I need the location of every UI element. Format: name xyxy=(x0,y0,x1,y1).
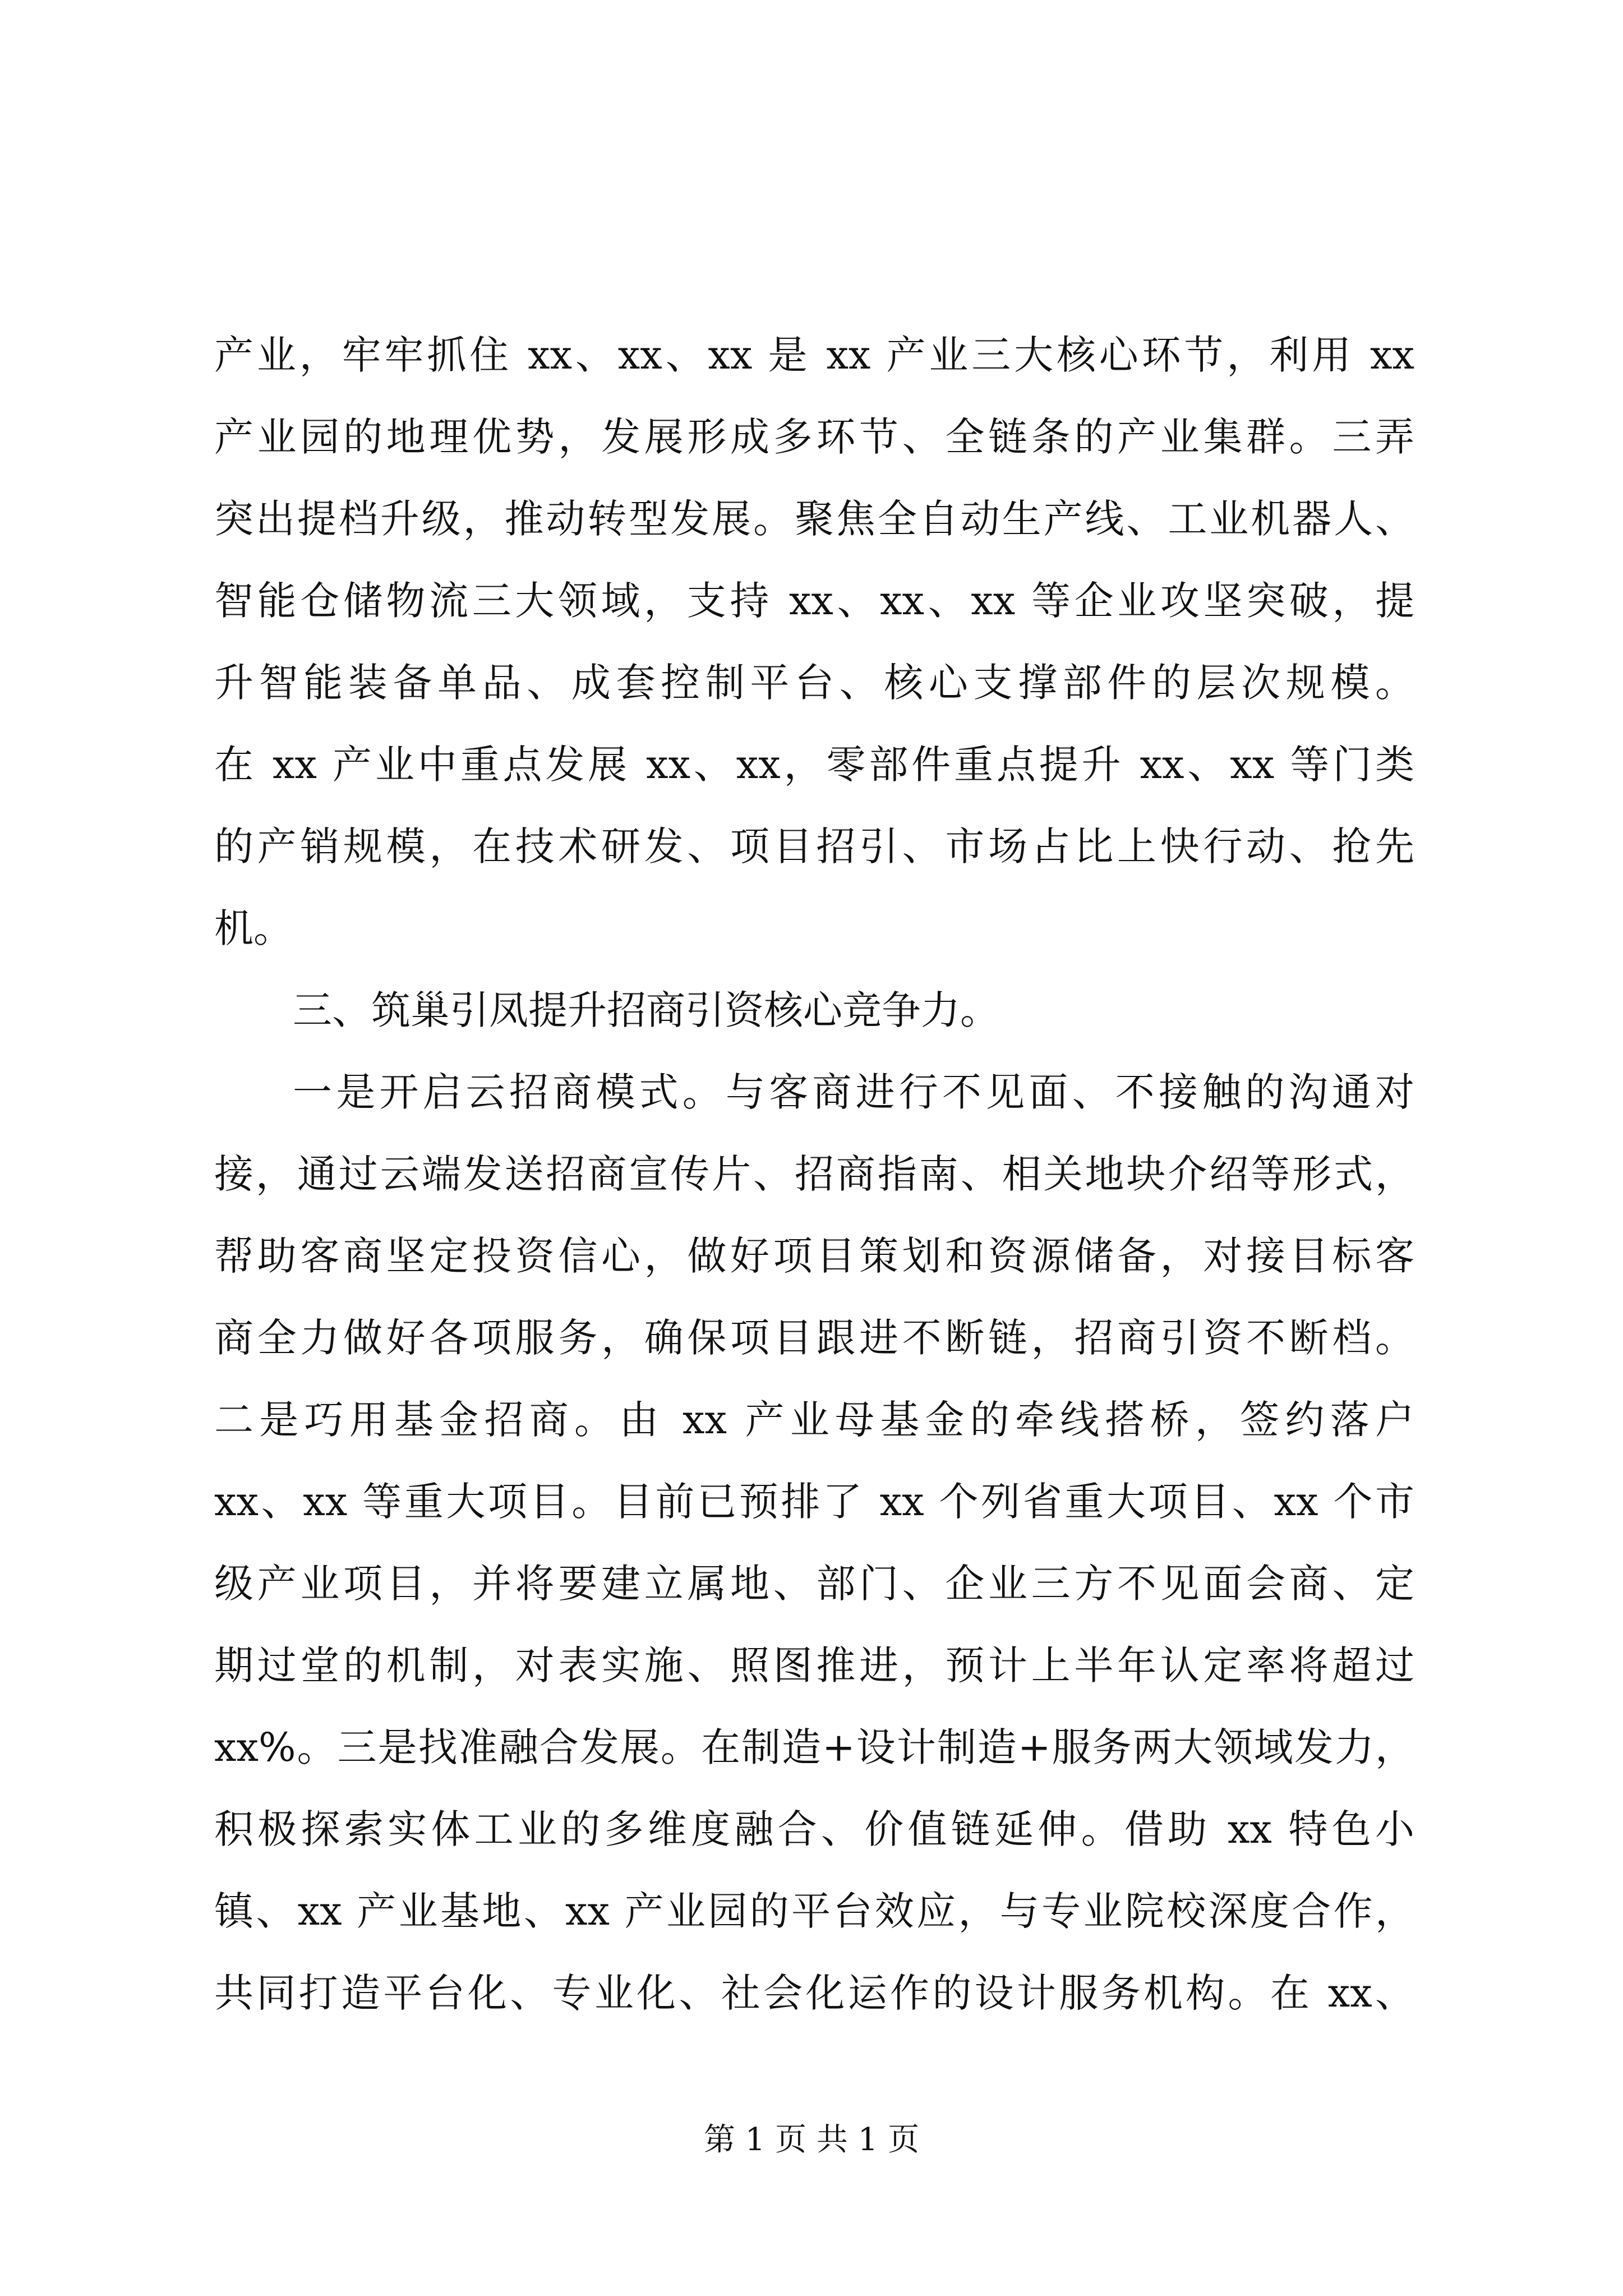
paragraph-first-line: 一是开启云招商模式。与客商进行不见面、不接触的沟通对 xyxy=(293,1069,1414,1115)
text-line: 产业，牢牢抓住 xx、xx、xx 是 xx 产业三大核心环节，利用 xx xyxy=(214,332,1414,378)
text-line: xx%。三是找准融合发展。在制造+设计制造+服务两大领域发力， xyxy=(214,1724,1414,1770)
text-line: 期过堂的机制，对表实施、照图推进，预计上半年认定率将超过 xyxy=(214,1642,1414,1688)
page-footer xyxy=(0,2120,1623,2160)
text-line: 商全力做好各项服务，确保项目跟进不断链，招商引资不断档。 xyxy=(214,1315,1414,1361)
text-line: 的产销规模，在技术研发、项目招引、市场占比上快行动、抢先 xyxy=(214,823,1414,869)
body-text xyxy=(214,314,1414,2034)
text-line: 接，通过云端发送招商宣传片、招商指南、相关地块介绍等形式， xyxy=(214,1151,1414,1197)
page-number-label: 第 1 页 共 1 页 xyxy=(703,2122,920,2158)
text-line: 在 xx 产业中重点发展 xx、xx，零部件重点提升 xx、xx 等门类 xyxy=(214,742,1414,788)
text-line: 升智能装备单品、成套控制平台、核心支撑部件的层次规模。 xyxy=(214,660,1414,706)
section-heading: 三、筑巢引凤提升招商引资核心竞争力。 xyxy=(293,987,999,1033)
text-line: 突出提档升级，推动转型发展。聚焦全自动生产线、工业机器人、 xyxy=(214,496,1414,542)
text-line: 智能仓储物流三大领域，支持 xx、xx、xx 等企业攻坚突破，提 xyxy=(214,578,1414,624)
text-line: 共同打造平台化、专业化、社会化运作的设计服务机构。在 xx、 xyxy=(214,1970,1414,2016)
text-line: 镇、xx 产业基地、xx 产业园的平台效应，与专业院校深度合作， xyxy=(214,1888,1414,1934)
text-line: 机。 xyxy=(214,905,293,951)
text-line: 产业园的地理优势，发展形成多环节、全链条的产业集群。三弄 xyxy=(214,414,1414,460)
text-line: xx、xx 等重大项目。目前已预排了 xx 个列省重大项目、xx 个市 xyxy=(214,1479,1414,1525)
text-line: 二是巧用基金招商。由 xx 产业母基金的牵线搭桥，签约落户 xyxy=(214,1397,1414,1443)
text-line: 级产业项目，并将要建立属地、部门、企业三方不见面会商、定 xyxy=(214,1561,1414,1607)
text-line: 帮助客商坚定投资信心，做好项目策划和资源储备，对接目标客 xyxy=(214,1233,1414,1279)
text-line: 积极探索实体工业的多维度融合、价值链延伸。借助 xx 特色小 xyxy=(214,1806,1414,1852)
